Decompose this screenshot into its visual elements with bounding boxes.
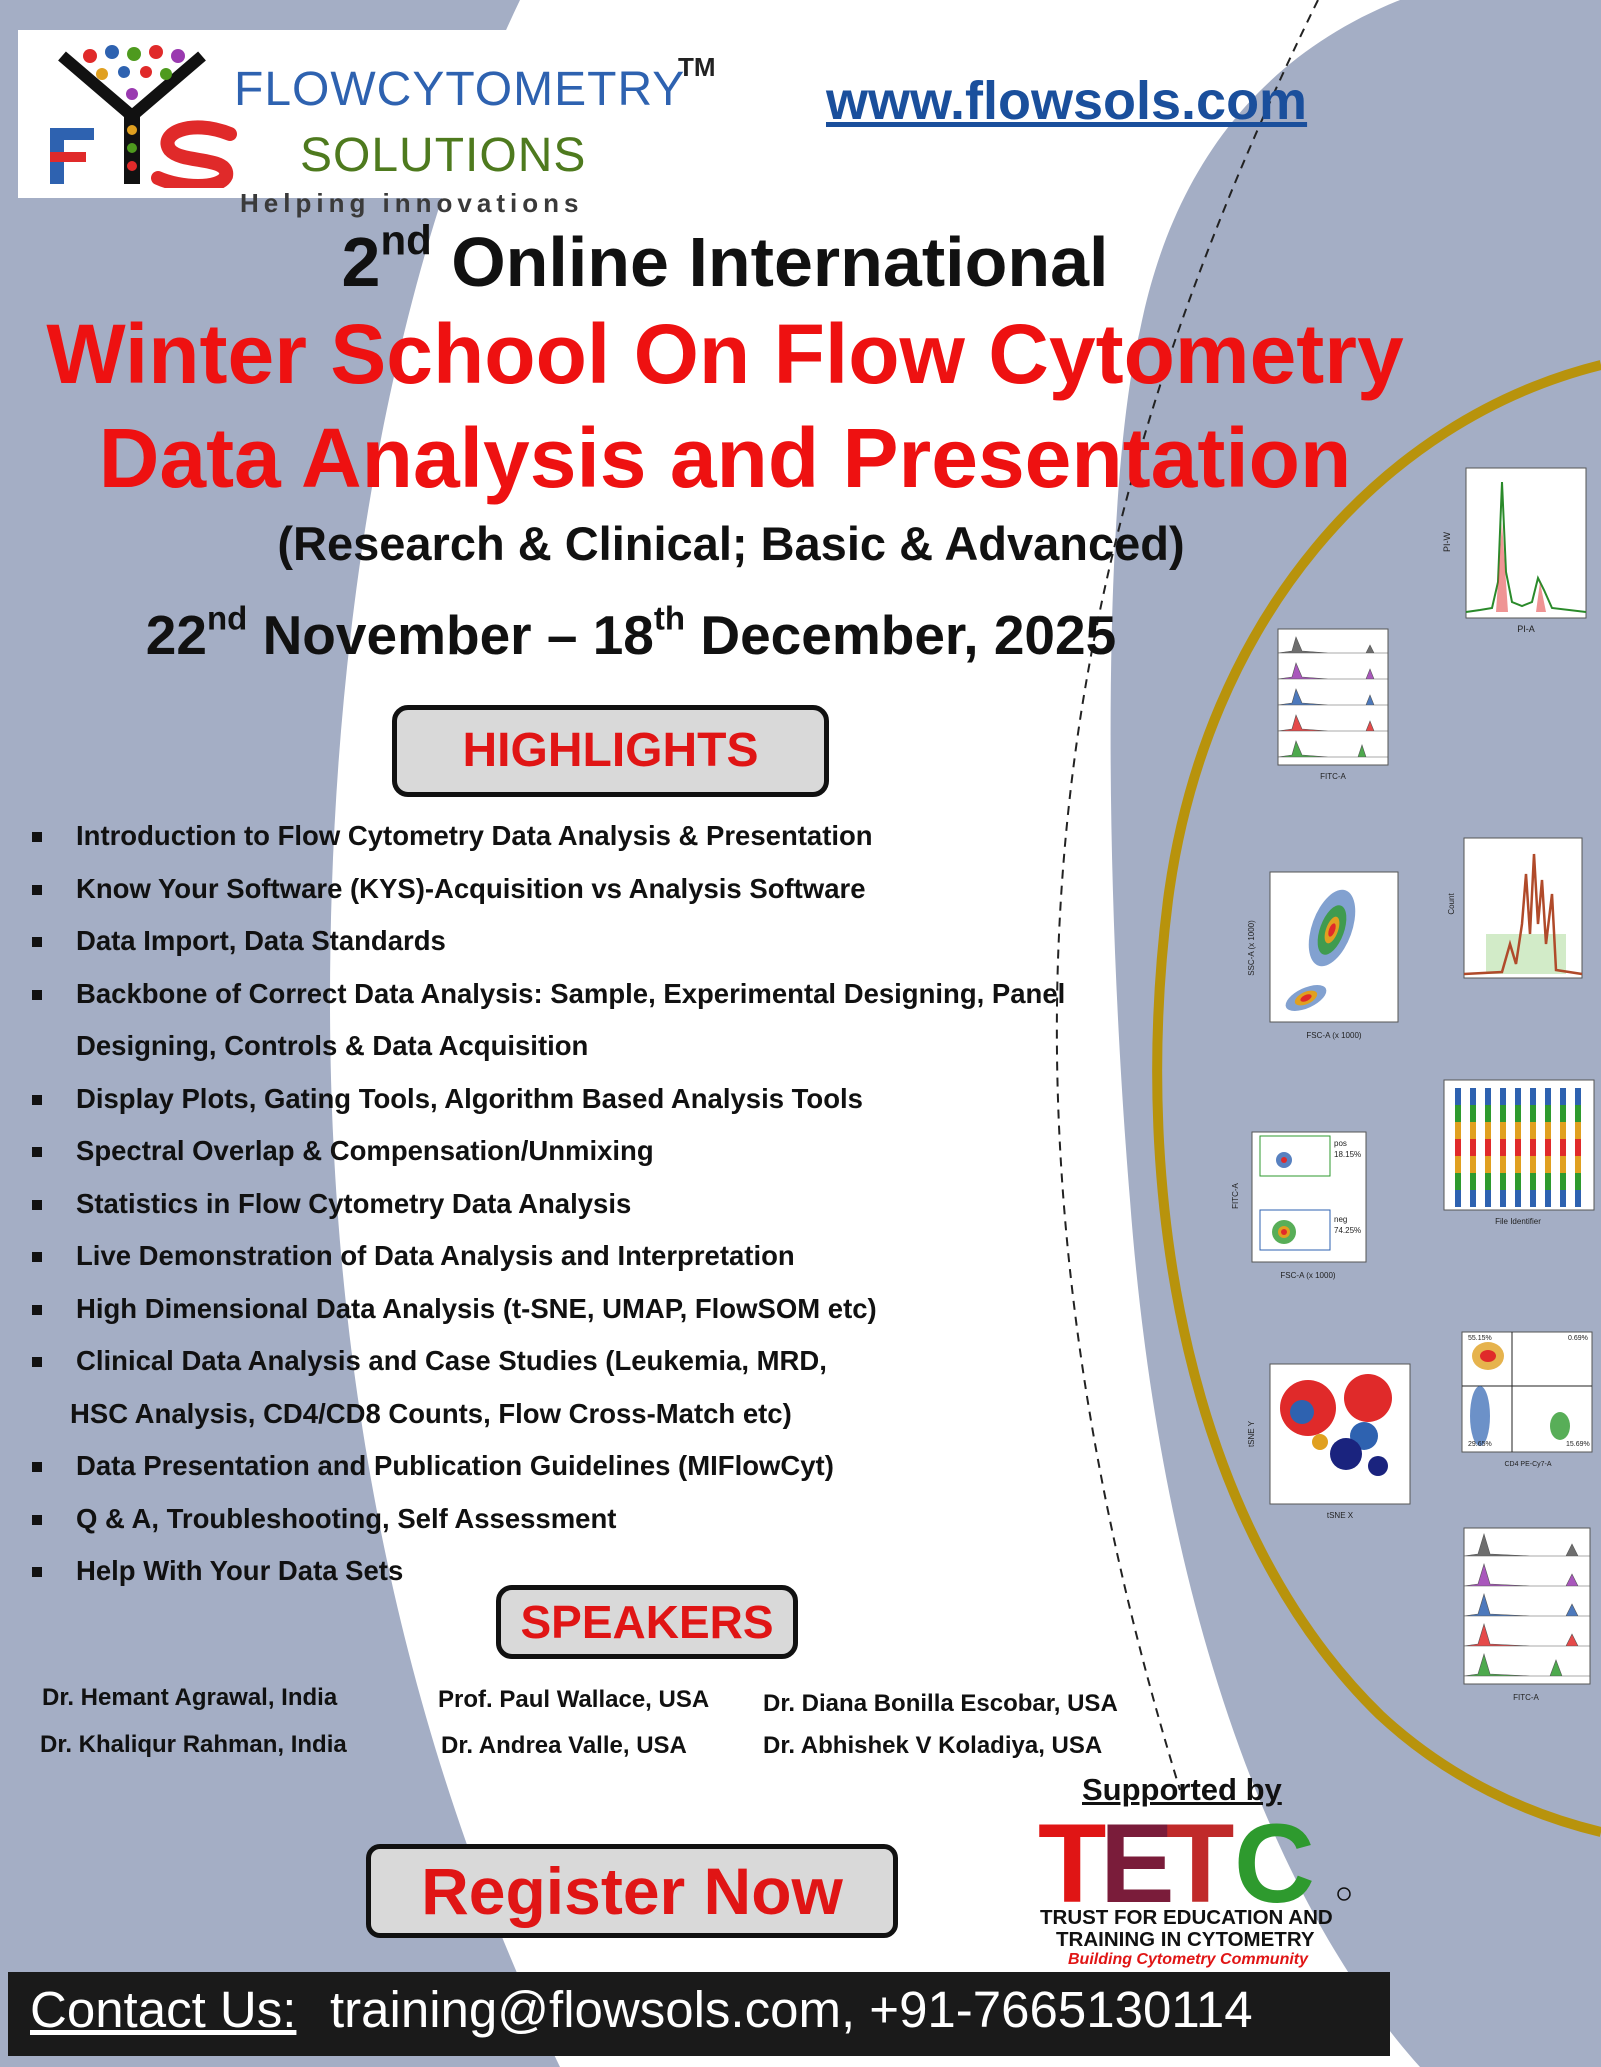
company-logo <box>18 30 718 218</box>
quad-x-label: CD4 PE-Cy7-A <box>1504 1461 1552 1468</box>
stripe-segment <box>1455 1190 1461 1207</box>
svg-text:E: E <box>1100 1812 1169 1912</box>
stripe-segment <box>1530 1190 1536 1207</box>
stripe-segment <box>1470 1088 1476 1105</box>
bullet-icon <box>32 937 42 947</box>
highlights-heading: HIGHLIGHTS <box>392 705 829 797</box>
overlay2-x-label: FITC-A <box>1513 1693 1539 1702</box>
fs-logo-mark <box>40 38 240 188</box>
stripe-segment <box>1485 1156 1491 1173</box>
list-item-text: Designing, Controls & Data Acquisition <box>76 1030 589 1061</box>
density-scatter-plot <box>1244 868 1404 1048</box>
gate-neg-label: neg <box>1334 1215 1348 1224</box>
contact-details[interactable]: training@flowsols.com, +91-7665130114 <box>330 1981 1253 2038</box>
dna-x-label: PI-A <box>1517 624 1535 634</box>
list-item <box>30 915 1150 968</box>
headline-edition <box>0 216 1450 302</box>
stripe-segment <box>1485 1190 1491 1207</box>
bullet-icon <box>32 1462 42 1472</box>
list-item-text: Know Your Software (KYS)-Acquisition vs Analysis Software <box>76 872 866 904</box>
svg-text:T: T <box>1038 1812 1101 1912</box>
list-item-text: Introduction to Flow Cytometry Data Analysis & Presentation <box>76 820 873 851</box>
stripe-segment <box>1545 1173 1551 1190</box>
tetc-tagline: Building Cytometry Community <box>1068 1951 1309 1968</box>
stripe-segment <box>1500 1122 1506 1139</box>
bullet-icon <box>32 1305 42 1315</box>
stripe-segment <box>1530 1105 1536 1122</box>
list-item <box>30 1283 1150 1336</box>
gate-x-label: FSC-A (x 1000) <box>1280 1271 1336 1280</box>
bullet-icon <box>32 1567 42 1577</box>
bullet-icon <box>32 1147 42 1157</box>
list-item <box>30 1073 1150 1126</box>
list-item-text: HSC Analysis, CD4/CD8 Counts, Flow Cross-Match etc) <box>70 1397 792 1429</box>
quadrant-plot <box>1440 1326 1600 1474</box>
tetc-logo <box>1038 1812 1358 1912</box>
stripe-segment <box>1575 1156 1581 1173</box>
stripe-segment <box>1470 1105 1476 1122</box>
subtitle: (Research & Clinical; Basic & Advanced) <box>277 517 1185 570</box>
start-day: 22 <box>145 604 207 666</box>
bullet-icon <box>32 1200 42 1210</box>
gate-neg-pct: 74.25% <box>1334 1226 1362 1235</box>
stripe-segment <box>1470 1139 1476 1156</box>
bullet-icon <box>32 990 42 1000</box>
stripe-segment <box>1530 1156 1536 1173</box>
speaker-name: Dr. Diana Bonilla Escobar, USA <box>763 1690 1118 1717</box>
list-item-continuation <box>30 1388 1150 1441</box>
tsne-plot <box>1240 1358 1416 1528</box>
multipeak-y-label: Count <box>1447 893 1456 915</box>
stripe-segment <box>1470 1156 1476 1173</box>
list-item-text: High Dimensional Data Analysis (t-SNE, UMAP, FlowSOM etc) <box>76 1292 877 1324</box>
stripe-segment <box>1455 1173 1461 1190</box>
stripe-segment <box>1485 1122 1491 1139</box>
start-suffix: nd <box>206 599 248 637</box>
list-item-text: Clinical Data Analysis and Case Studies (Leukemia, MRD, <box>76 1345 827 1376</box>
highlights-list <box>30 810 1150 1598</box>
svg-text:C: C <box>1234 1812 1309 1912</box>
bullet-icon <box>32 1515 42 1525</box>
list-item-continuation <box>30 1020 1150 1073</box>
edition-number: 2 <box>341 223 381 301</box>
bullet-icon <box>32 1252 42 1262</box>
stripe-group <box>1455 1088 1581 1207</box>
stripe-segment <box>1530 1139 1536 1156</box>
stripe-segment <box>1500 1156 1506 1173</box>
end-month-year: December, 2025 <box>685 604 1117 666</box>
list-item <box>30 1178 1150 1231</box>
gate-y-label: FITC-A <box>1231 1183 1240 1209</box>
speaker-name: Dr. Hemant Agrawal, India <box>42 1684 338 1711</box>
stripe-segment <box>1455 1088 1461 1105</box>
stripe-segment <box>1545 1190 1551 1207</box>
end-day: 18 <box>592 604 654 666</box>
stripe-segment <box>1500 1173 1506 1190</box>
stripe-segment <box>1560 1105 1566 1122</box>
quad-bl: 29.65% <box>1468 1441 1492 1448</box>
list-item-text: Statistics in Flow Cytometry Data Analysis <box>76 1187 632 1219</box>
tsne-x-label: tSNE X <box>1326 1511 1354 1520</box>
list-item <box>30 1230 1150 1283</box>
stripe-segment <box>1530 1173 1536 1190</box>
bullet-icon <box>32 885 42 895</box>
tsne-y-label: tSNE Y <box>1247 1420 1256 1448</box>
gated-scatter-plot <box>1226 1126 1398 1286</box>
list-item <box>30 810 1150 863</box>
stripe-segment <box>1560 1156 1566 1173</box>
contact-bar <box>8 1972 1390 2056</box>
stripe-segment <box>1470 1122 1476 1139</box>
gate-pos-label: pos <box>1334 1139 1347 1148</box>
stripe-segment <box>1530 1088 1536 1105</box>
stripe-segment <box>1575 1190 1581 1207</box>
list-item <box>30 968 1150 1021</box>
list-item-text: Q & A, Troubleshooting, Self Assessment <box>76 1502 617 1534</box>
stripe-segment <box>1485 1139 1491 1156</box>
stripe-segment <box>1470 1190 1476 1207</box>
logo-name-line1: FLOWCYTOMETRY <box>234 63 686 116</box>
list-item-text: Live Demonstration of Data Analysis and Interpretation <box>76 1240 795 1271</box>
stripe-segment <box>1455 1156 1461 1173</box>
list-item-text: Data Presentation and Publication Guidelines (MIFlowCyt) <box>76 1450 834 1481</box>
stripe-segment <box>1485 1088 1491 1105</box>
supported-by-label: Supported by <box>1082 1772 1282 1807</box>
speaker-name: Prof. Paul Wallace, USA <box>438 1686 710 1713</box>
bullet-icon <box>32 1357 42 1367</box>
tetc-name-line2: TRAINING IN CYTOMETRY <box>1056 1928 1315 1951</box>
list-item <box>30 1440 1150 1493</box>
stripe-segment <box>1455 1105 1461 1122</box>
file-identifier-plot <box>1418 1068 1600 1228</box>
stripe-segment <box>1575 1088 1581 1105</box>
bullet-icon <box>32 1095 42 1105</box>
stripe-segment <box>1545 1105 1551 1122</box>
stripe-segment <box>1485 1173 1491 1190</box>
dna-histogram-plot <box>1440 462 1600 642</box>
stripe-segment <box>1545 1139 1551 1156</box>
website-link[interactable]: www.flowsols.com <box>826 71 1308 131</box>
edition-suffix: nd <box>380 216 432 264</box>
stripe-segment <box>1515 1122 1521 1139</box>
stripe-segment <box>1455 1122 1461 1139</box>
quad-tl: 55.15% <box>1468 1335 1492 1342</box>
title-line2: Data Analysis and Presentation <box>98 411 1352 505</box>
title-line1: Winter School On Flow Cytometry <box>46 307 1404 401</box>
stripe-segment <box>1560 1122 1566 1139</box>
speaker-name: Dr. Abhishek V Koladiya, USA <box>763 1732 1103 1759</box>
list-item <box>30 1335 1150 1388</box>
stripe-segment <box>1545 1122 1551 1139</box>
stripe-segment <box>1575 1139 1581 1156</box>
list-item-text: Help With Your Data Sets <box>76 1555 404 1586</box>
register-now-button[interactable]: Register Now <box>366 1844 898 1938</box>
stripe-segment <box>1470 1173 1476 1190</box>
stripe-segment <box>1500 1088 1506 1105</box>
speakers-heading: SPEAKERS <box>496 1585 798 1659</box>
histogram-overlay-plot-2 <box>1440 1524 1600 1708</box>
quad-tr: 0.69% <box>1568 1335 1588 1342</box>
list-item-text: Display Plots, Gating Tools, Algorithm Based Analysis Tools <box>76 1082 863 1114</box>
speaker-name: Dr. Khaliqur Rahman, India <box>40 1731 347 1758</box>
scatter-y-label: SSC-A (x 1000) <box>1247 920 1256 976</box>
speaker-name: Dr. Andrea Valle, USA <box>441 1732 687 1759</box>
end-suffix: th <box>653 599 686 637</box>
list-item-text: Data Import, Data Standards <box>76 925 446 956</box>
stripe-segment <box>1575 1105 1581 1122</box>
file-x-label: File Identifier <box>1495 1217 1541 1226</box>
stripe-segment <box>1560 1139 1566 1156</box>
quad-br: 15.69% <box>1566 1441 1590 1448</box>
stripe-segment <box>1515 1105 1521 1122</box>
start-month: November – <box>247 604 593 666</box>
overlay-x-label: FITC-A <box>1320 772 1346 781</box>
stripe-segment <box>1515 1190 1521 1207</box>
stripe-segment <box>1500 1190 1506 1207</box>
stripe-segment <box>1575 1173 1581 1190</box>
stripe-segment <box>1485 1105 1491 1122</box>
list-item <box>30 1125 1150 1178</box>
stripe-segment <box>1545 1088 1551 1105</box>
tetc-name-line1: TRUST FOR EDUCATION AND <box>1040 1906 1333 1929</box>
stripe-segment <box>1560 1088 1566 1105</box>
bullet-icon <box>32 832 42 842</box>
stripe-segment <box>1515 1156 1521 1173</box>
stripe-segment <box>1530 1122 1536 1139</box>
multipeak-histogram-plot <box>1446 834 1586 1006</box>
edition-rest: Online International <box>431 223 1109 301</box>
stripe-segment <box>1500 1105 1506 1122</box>
stripe-segment <box>1575 1122 1581 1139</box>
event-dates <box>0 599 1262 667</box>
stripe-segment <box>1515 1173 1521 1190</box>
logo-tagline: Helping innovations <box>240 188 584 218</box>
stripe-segment <box>1560 1173 1566 1190</box>
dna-y-label: PI-W <box>1442 532 1452 552</box>
stripe-segment <box>1560 1190 1566 1207</box>
list-item-text: Backbone of Correct Data Analysis: Sample, Experimental Designing, Panel <box>76 977 1066 1009</box>
stripe-segment <box>1545 1156 1551 1173</box>
contact-label: Contact Us: <box>30 1981 297 2038</box>
logo-trademark: TM <box>678 52 716 82</box>
scatter-x-label: FSC-A (x 1000) <box>1306 1031 1362 1040</box>
stripe-segment <box>1515 1088 1521 1105</box>
list-item-text: Spectral Overlap & Compensation/Unmixing <box>76 1135 654 1166</box>
gate-pos-pct: 18.15% <box>1334 1150 1362 1159</box>
svg-text:T: T <box>1166 1812 1229 1912</box>
logo-name-line2: SOLUTIONS <box>300 129 587 182</box>
histogram-overlay-plot <box>1258 625 1394 785</box>
list-item <box>30 1493 1150 1546</box>
stripe-segment <box>1455 1139 1461 1156</box>
list-item <box>30 863 1150 916</box>
stripe-segment <box>1515 1139 1521 1156</box>
stripe-segment <box>1500 1139 1506 1156</box>
